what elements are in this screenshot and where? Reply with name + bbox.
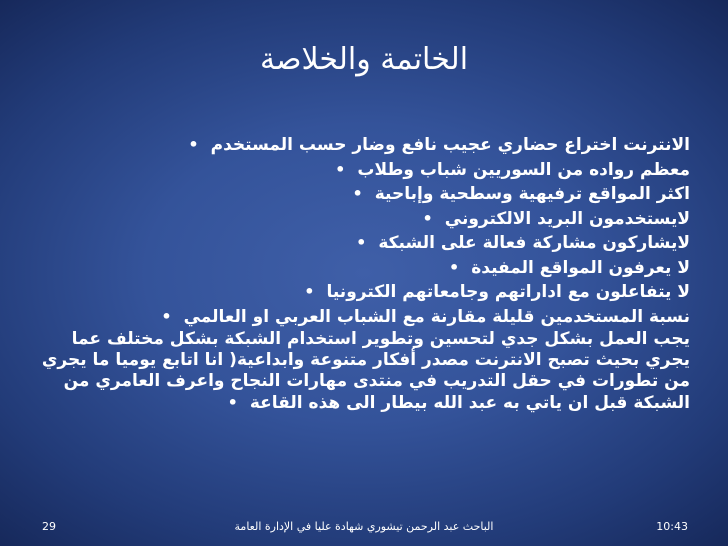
footer-author: الباحث عبد الرحمن تيشوري شهادة عليا في الإدارة العامة [234,520,494,533]
bullet-icon: • [335,159,346,179]
bullet-icon: • [227,393,238,412]
bullet-item [40,158,690,183]
slide-footer [0,506,728,546]
footer-time: 10:43 [656,520,688,533]
bullet-text: لايستخدمون البريد الالكتروني [444,208,690,229]
bullet-text: لا يتفاعلون مع اداراتهم وجامعاتهم الكترونيا [326,282,690,302]
bullet-item [40,207,690,232]
bullet-text: يجب العمل بشكل جدي لتحسين وتطوير استخدام الشبكة بشكل مختلف عما يجري بحيث تصبح الانترنت مصدر أفكار متنوعة وابداعية( انا اتابع يوميا ما يجري من تطورات في حقل التدريب في منتدى مهارات النجاح واعرف العامري من الشبكة قبل ان ياتي به عبد الله بيطار الى هذه القاعة [41,329,690,413]
bullet-item [40,280,690,305]
bullet-icon: • [188,135,199,154]
bullet-list [40,133,690,414]
bullet-text: لا يعرفون المواقع المفيدة [471,257,690,278]
bullet-icon: • [449,257,460,277]
bullet-text: معظم رواده من السوريين شباب وطلاب [357,159,690,180]
slide-title: الخاتمة والخلاصة [259,42,469,77]
bullet-item [40,182,690,207]
bullet-text: الانترنت اختراع حضاري عجيب نافع وضار حسب المستخدم [210,135,690,155]
bullet-item [40,231,690,256]
bullet-text: اكثر المواقع ترفيهية وسطحية وإباحية [374,184,690,204]
bullet-icon: • [304,282,315,301]
bullet-item [40,256,690,281]
bullet-text: لايشاركون مشاركة فعالة على الشبكة [378,233,690,253]
bullet-item [40,133,690,158]
bullet-text: نسبة المستخدمين قليلة مقارنة مع الشباب العربي او العالمي [183,306,690,327]
bullet-icon: • [161,306,172,326]
bullet-item [40,329,690,414]
bullet-icon: • [352,184,363,203]
bullet-icon: • [422,208,433,228]
bullet-item [40,305,690,330]
bullet-icon: • [356,233,367,252]
slide-number: 29 [42,520,56,533]
